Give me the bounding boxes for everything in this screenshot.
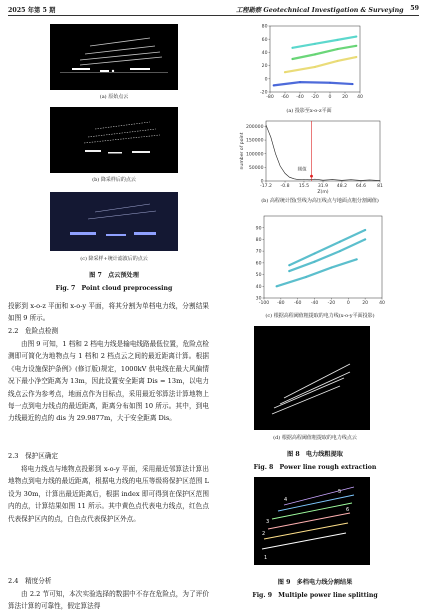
data-point	[273, 85, 275, 87]
y-tick-label: 40	[255, 284, 262, 290]
body-para-3	[8, 463, 209, 525]
data-point	[364, 239, 366, 241]
y-tick-label: -20	[259, 90, 268, 96]
fig8a-chart	[254, 22, 364, 104]
y-tick-label: 80	[255, 238, 262, 244]
y-tick-label: 60	[261, 37, 268, 43]
data-point	[329, 82, 331, 84]
x-tick-label: -60	[293, 301, 302, 306]
data-point	[339, 250, 341, 252]
fig9-line-label: 6	[346, 507, 350, 513]
fig7c-image	[50, 192, 178, 251]
data-point	[314, 253, 316, 255]
data-point	[337, 48, 339, 50]
x-tick-label: -60	[281, 95, 289, 100]
fig7-title-en: Fig. 7 Point cloud preprocessing	[55, 285, 173, 292]
x-tick-label: -20	[311, 95, 319, 100]
fig9-title-en: Fig. 9 Multiple power line splitting	[252, 592, 378, 599]
data-point	[337, 39, 339, 41]
data-point	[284, 71, 286, 73]
body-para-1	[8, 300, 209, 325]
para-4-text: 由 2.2 节可知，本次实验选择的数据中不存在危险点，为了评价算法计算的可靠性，假定算法得	[8, 590, 209, 611]
fig9-line-label: 1	[264, 555, 268, 561]
data-point	[355, 56, 357, 58]
para-3-text: 将电力线点与地物点投影到 x-o-y 平面，采用最近邻算法计算出地物点到电力线的最近距离，根据电力线的电压等级将保护区范围 L 设为 30m，计算出最近距离后，根据 index 即可得到在保护区范围内的点，计算结果如图 11 所示。其中黄色点代表电力线点，红色点代表保护区内的点，白色点代表保护区外点。	[8, 465, 209, 523]
fig9-line-label: 4	[284, 497, 288, 503]
x-tick-label: 0	[328, 95, 332, 100]
body-para-2	[8, 338, 209, 425]
x-tick-label: 20	[362, 301, 369, 306]
body-para-4	[8, 588, 209, 613]
data-point	[337, 60, 339, 62]
y-tick-label: 50000	[248, 165, 264, 171]
y-tick-label: 0	[264, 77, 268, 83]
header-rule	[8, 15, 419, 16]
threshold-label: 阈值	[297, 167, 307, 173]
data-point	[314, 53, 316, 55]
x-tick-label: 48.2	[336, 184, 348, 189]
y-axis-label: number of point	[240, 132, 245, 170]
data-point	[352, 83, 354, 85]
data-point	[292, 47, 294, 49]
data-point	[288, 264, 290, 266]
fig8-title-en: Fig. 8 Power line rough extraction	[253, 464, 377, 471]
data-point	[292, 58, 294, 60]
x-tick-label: -17.2	[260, 184, 272, 189]
fig7b-caption: (b) 降采样后的点云	[92, 177, 136, 183]
x-tick-label: -40	[310, 301, 319, 306]
data-point	[299, 81, 301, 83]
para-2-text: 由图 9 可知，1 档和 2 档电力线是输电线路最低位置，危险点检测即可简化为地物点与 1 档和 2 档点云之间的最近距离计算。根据《电力设施保护条例》(修订版)规定，1000kV 供电线在最大风偏情况下最小净空距离为 13m，因此设置安全距离 Dis = 13m，以电力线点云作为参考点，地面点作为目标点，采用最近邻算法计算地物上每一点到电力线点的最近距离，距离分布如图 10 所示。其中，到电力线最近的点的 dis 为 29.9877m，大于安全距离 Dis。	[8, 340, 209, 423]
y-tick-label: 0	[260, 179, 264, 185]
fig8-title: 图 8 电力线粗提取	[287, 451, 343, 458]
fig9-title: 图 9 多档电力线分割结果	[277, 579, 353, 586]
fig9-line-label: 5	[338, 489, 342, 495]
fig7b-image	[50, 107, 178, 173]
x-tick-label: -80	[277, 301, 285, 306]
threshold-marker	[310, 175, 313, 178]
plot-frame	[266, 121, 380, 181]
data-point	[314, 261, 316, 263]
fig9-line-label: 2	[262, 531, 266, 537]
fig8c-chart	[248, 212, 388, 312]
x-tick-label: 31.9	[317, 184, 329, 189]
data-point	[356, 258, 358, 260]
page-number: 59	[410, 5, 419, 12]
data-point	[314, 66, 316, 68]
x-tick-label: -40	[296, 95, 304, 100]
x-tick-label: 40	[357, 95, 363, 100]
fig7a-image	[50, 24, 178, 90]
fig7a-caption: (a) 原始点云	[99, 94, 129, 100]
data-point	[276, 285, 278, 287]
y-tick-label: 30	[255, 296, 262, 302]
y-tick-label: 20	[261, 64, 268, 70]
data-point	[288, 270, 290, 272]
x-tick-label: 20	[342, 95, 348, 100]
para-1-text: 投影到 x-o-z 平面和 x-o-y 平面，将其分割为单档电力线，分割结果如图 9 所示。	[8, 302, 209, 323]
y-tick-label: 150000	[245, 138, 264, 144]
fig8d-image	[254, 326, 370, 430]
y-tick-label: 50	[255, 273, 262, 279]
x-tick-label: 81	[377, 184, 383, 189]
data-point	[331, 267, 333, 269]
x-tick-label: -0.8	[280, 184, 290, 189]
x-tick-label: -80	[266, 95, 274, 100]
fig7c-caption: (c) 降采样+统计滤波后的点云	[80, 256, 148, 262]
fig9-line-label: 3	[266, 519, 270, 525]
journal-title: 工程勘察 Geotechnical Investigation & Surveying	[236, 7, 404, 14]
data-point	[339, 241, 341, 243]
data-point	[305, 276, 307, 278]
x-tick-label: 40	[379, 301, 385, 306]
fig8d-caption: (d) 根据高程阈值粗提取的电力线点云	[273, 435, 357, 441]
fig8b-caption: (b) 高程统计图(竖线为高压线点与地面点粗分割阈值)	[261, 198, 379, 204]
x-tick-label: 0	[346, 301, 350, 306]
data-point	[355, 45, 357, 47]
fig8a-caption: (a) 投影至x-o-z平面	[286, 108, 332, 114]
fig8b-chart	[236, 117, 386, 193]
x-tick-label: -20	[327, 301, 336, 306]
data-point	[364, 229, 366, 231]
y-tick-label: 40	[261, 51, 268, 56]
x-axis-label: Z(m)	[317, 190, 329, 195]
data-point	[314, 43, 316, 45]
y-tick-label: 200000	[245, 125, 264, 131]
section-2-3: 2.3 保护区确定	[8, 452, 59, 460]
x-tick-label: 15.5	[298, 184, 310, 189]
y-tick-label: 60	[255, 261, 262, 267]
x-tick-label: 64.6	[355, 184, 367, 189]
data-point	[355, 36, 357, 38]
fig7-title: 图 7 点云预处理	[89, 272, 139, 279]
x-tick-label: -100	[258, 301, 270, 306]
y-tick-label: 90	[255, 226, 262, 232]
journal-issue: 2025 年第 5 期	[8, 7, 56, 14]
section-2-4: 2.4 精度分析	[8, 577, 52, 585]
section-2-2: 2.2 危险点检测	[8, 327, 59, 335]
y-tick-label: 100000	[245, 152, 264, 158]
fig8c-caption: (c) 根据高程阈值粗提取的电力线(x-o-y平面投影)	[265, 313, 375, 319]
y-tick-label: 80	[261, 24, 268, 30]
y-tick-label: 70	[255, 249, 262, 255]
fig9-image	[254, 477, 370, 565]
